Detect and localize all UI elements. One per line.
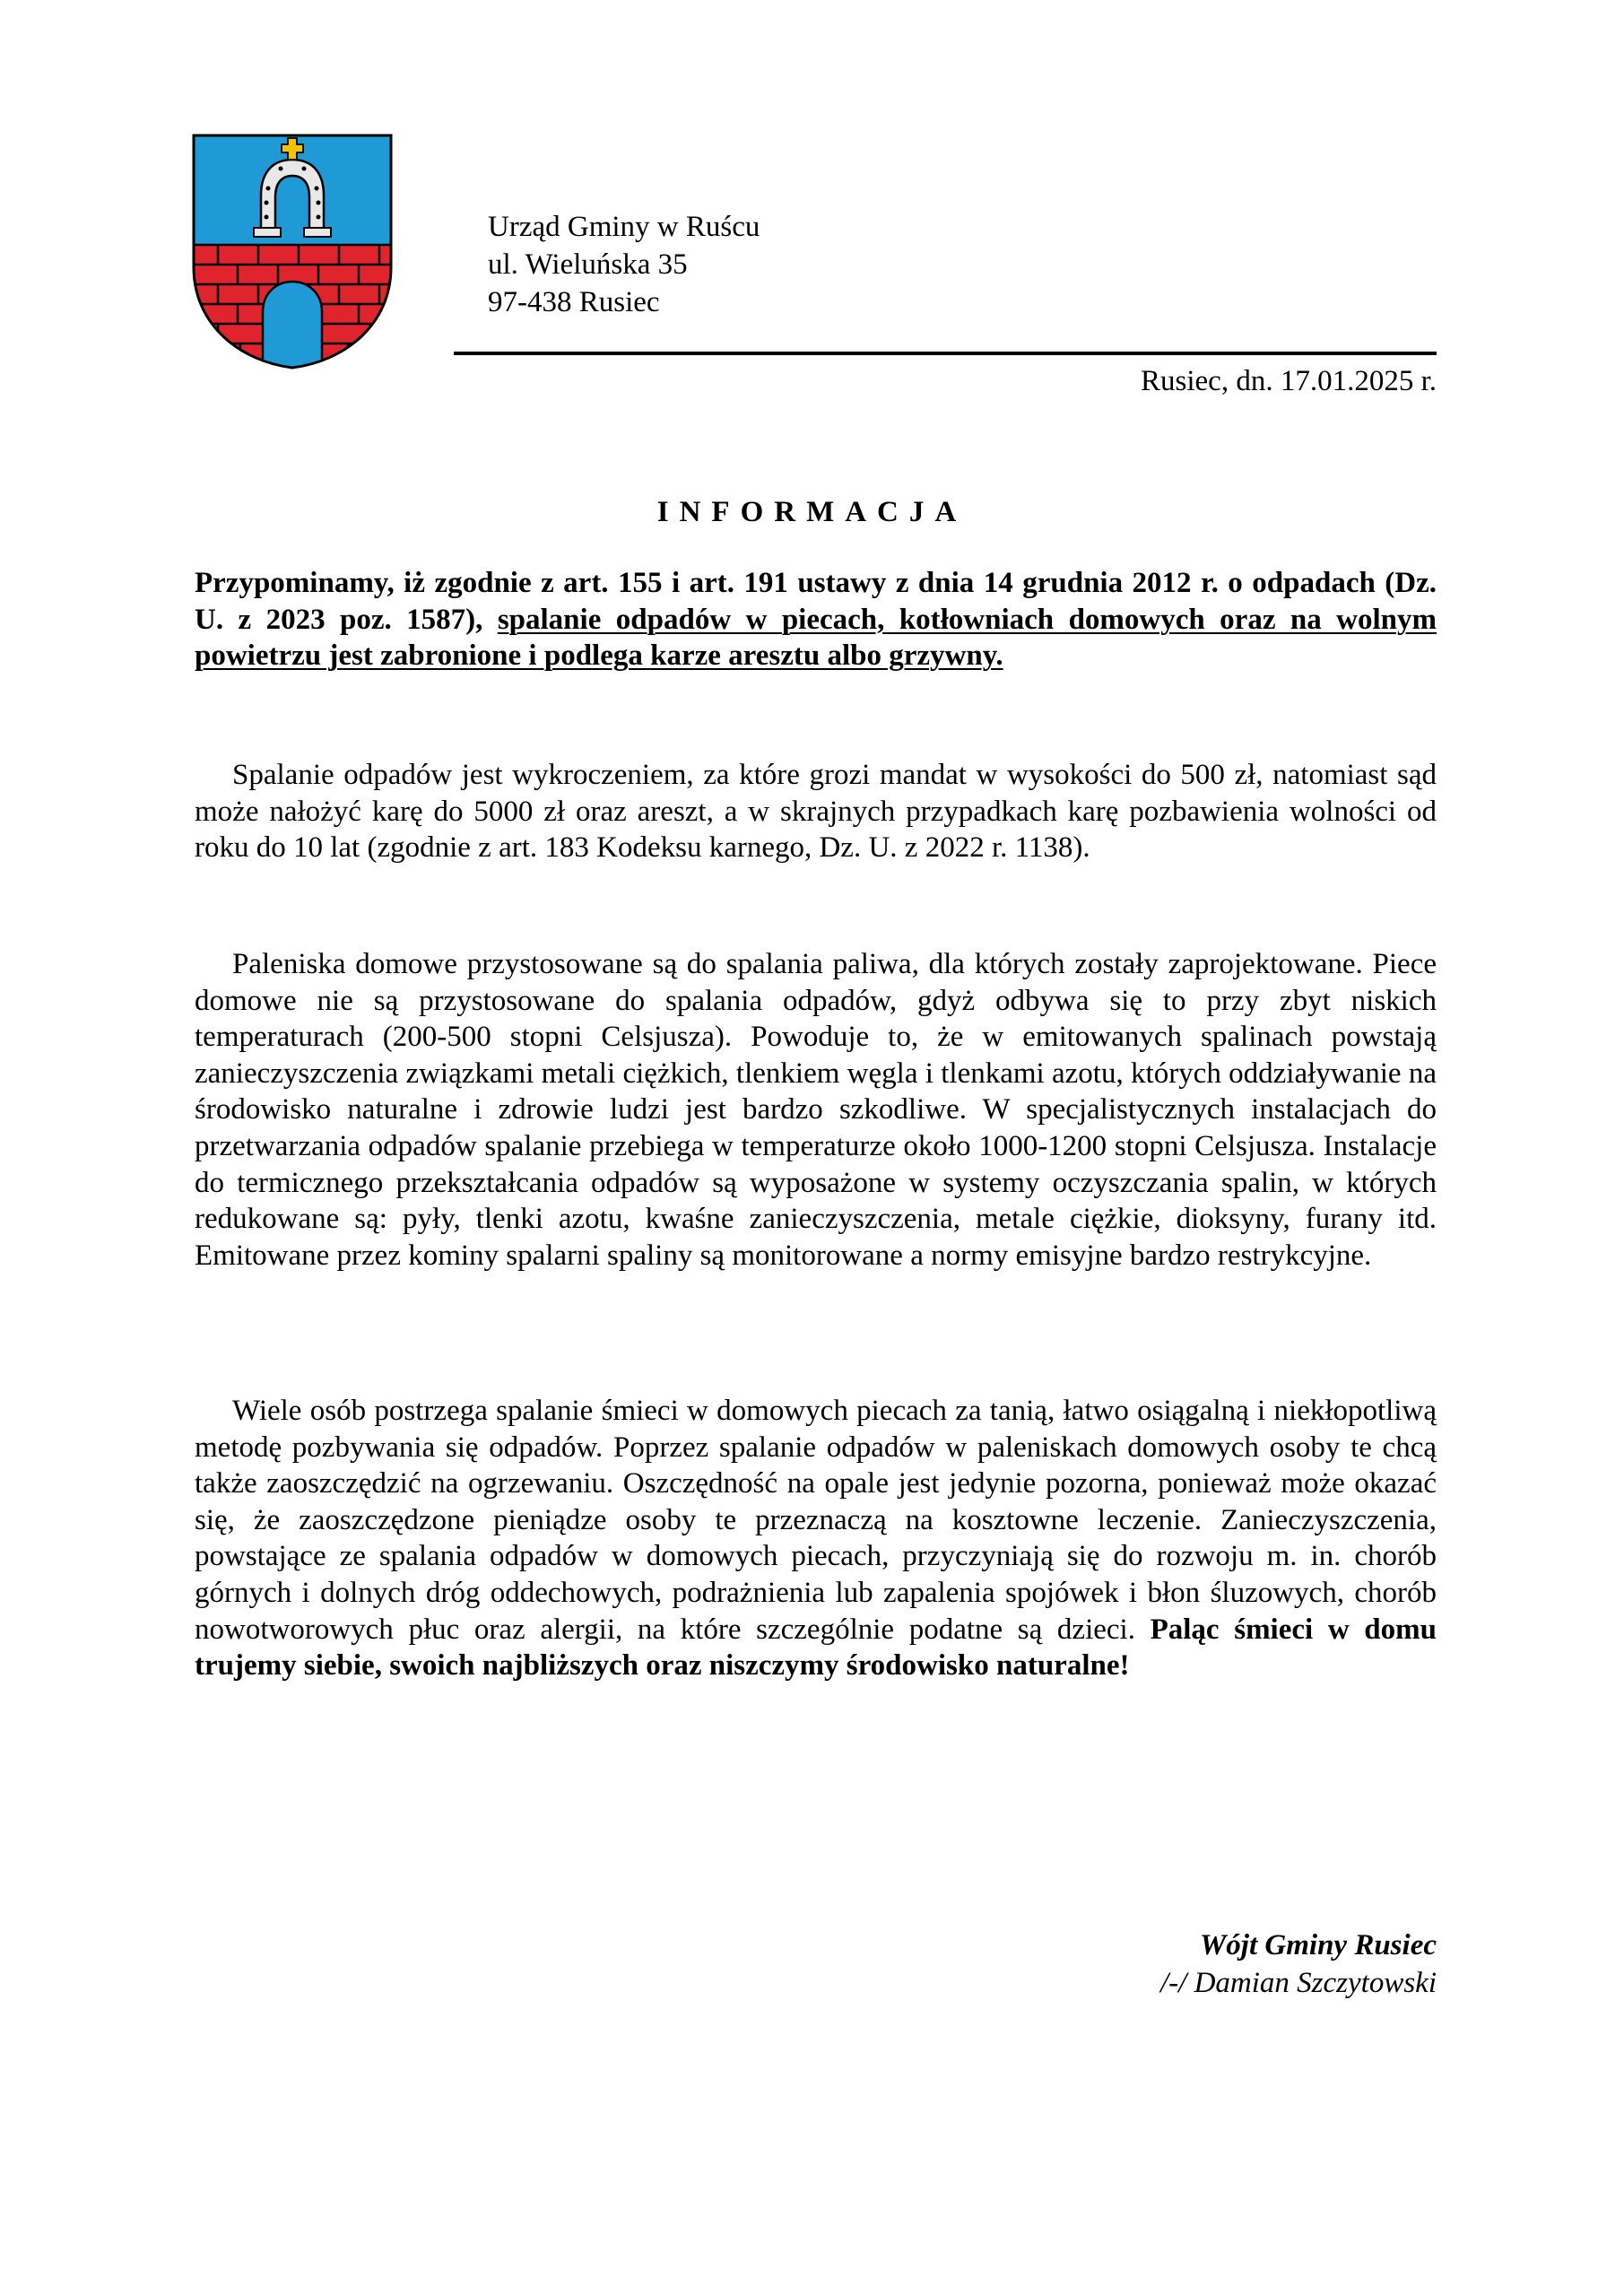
document-date: Rusiec, dn. 17.01.2025 r. xyxy=(1141,365,1437,397)
paragraph-health xyxy=(195,1393,1437,1684)
coat-of-arms-icon xyxy=(191,133,394,371)
intro-text: Przypominamy, iż zgodnie z art. 155 i art. 191 ustawy z dnia 14 grudnia 2012 r. o odpadach (Dz. U. z 2023 poz. 1587), xyxy=(195,567,1437,636)
signature-block xyxy=(1160,1926,1437,2002)
document-title: INFORMACJA xyxy=(656,496,968,528)
office-name: Urząd Gminy w Ruścu xyxy=(488,211,760,243)
paragraph-penalties: Spalanie odpadów jest wykroczeniem, za które grozi mandat w wysokości do 500 zł, natomiast sąd może nałożyć karę do 5000 zł oraz areszt, a w skrajnych przypadkach karę pozbawienia wolności od roku do 10 lat (zgodnie z art. 183 Kodeksu karnego, Dz. U. z 2022 r. 1138). xyxy=(195,759,1437,865)
office-street: ul. Wieluńska 35 xyxy=(488,248,688,281)
signatory-name: /-/ Damian Szczytowski xyxy=(1160,1967,1437,1999)
intro-paragraph xyxy=(195,565,1437,674)
intro-underlined-text: spalanie odpadów w piecach, kotłowniach domowych oraz na wolnym powietrzu jest zabronione i podlega karze aresztu albo grzywny. xyxy=(195,603,1437,673)
paragraph-health-bold: Paląc śmieci w domu trujemy siebie, swoich najbliższych oraz niszczymy środowisko naturalne! xyxy=(195,1613,1437,1683)
office-address xyxy=(488,208,760,321)
office-postal-city: 97-438 Rusiec xyxy=(488,286,660,318)
paragraph-health-text: Wiele osób postrzega spalanie śmieci w domowych piecach za tanią, łatwo osiągalną i niekłopotliwą metodę pozbywania się odpadów. Poprzez spalanie odpadów w paleniskach domowych osoby te chcą także zaoszczędzić na ogrzewaniu. Oszczędność na opale jest jedynie pozorna, ponieważ może okazać się, że zaoszczędzone pieniądze osoby te przeznaczą na kosztowne leczenie. Zanieczyszczenia, powstające ze spalania odpadów w domowych piecach, przyczyniają się do rozwoju m. in. chorób górnych i dolnych dróg oddechowych, podrażnienia lub zapalenia spojówek i błon śluzowych, chorób nowotworowych płuc oraz alergii, na które szczególnie podatne są dzieci. xyxy=(195,1395,1437,1646)
header-divider xyxy=(454,352,1437,355)
signatory-role: Wójt Gminy Rusiec xyxy=(1199,1929,1437,1961)
paragraph-furnaces: Paleniska domowe przystosowane są do spalania paliwa, dla których zostały zaprojektowane. Piece domowe nie są przystosowane do spalania odpadów, gdyż odbywa się to przy zbyt niskich temperaturach (200-500 stopni Celsjusza). Powoduje to, że w emitowanych spalinach powstają zanieczyszczenia związkami metali ciężkich, tlenkiem węgla i tlenkami azotu, których oddziaływanie na środowisko naturalne i zdrowie ludzi jest bardzo szkodliwe. W specjalistycznych instalacjach do przetwarzania odpadów spalanie przebiega w temperaturze około 1000-1200 stopni Celsjusza. Instalacje do termicznego przekształcania odpadów są wyposażone w systemy oczyszczania spalin, w których redukowane są: pyły, tlenki azotu, kwaśne zanieczyszczenia, metale ciężkie, dioksyny, furany itd. Emitowane przez kominy spalarni spaliny są monitorowane a normy emisyjne bardzo restrykcyjne. xyxy=(195,948,1437,1272)
